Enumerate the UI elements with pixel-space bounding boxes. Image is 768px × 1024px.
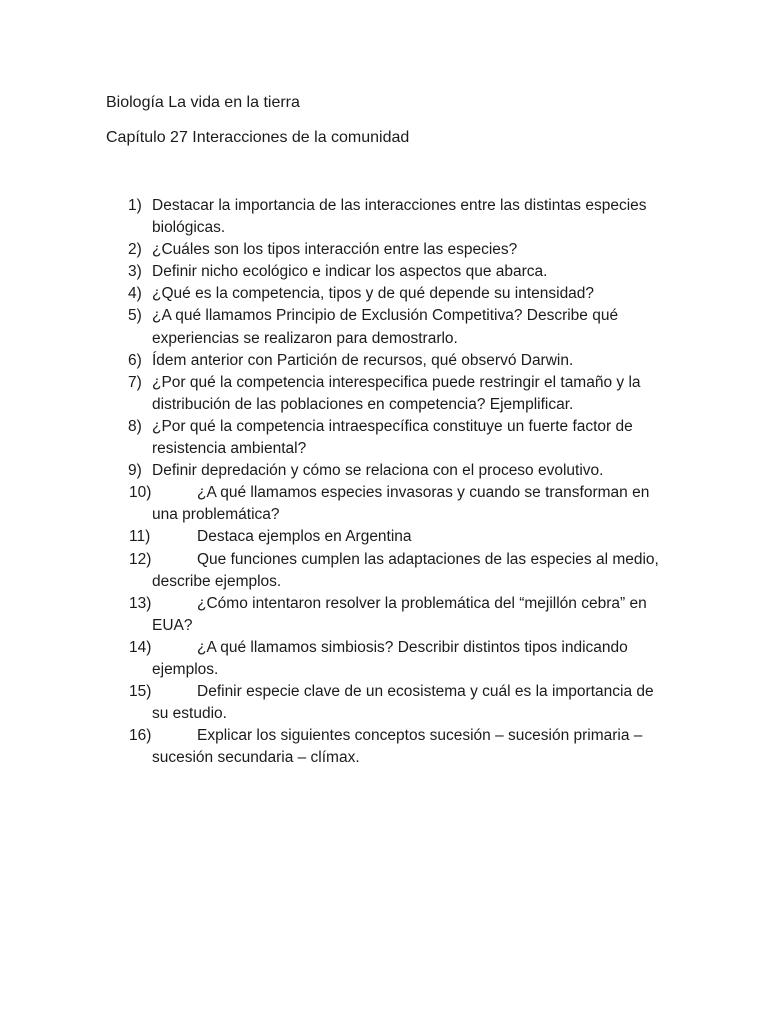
question-item — [0, 305, 672, 349]
question-text: Destaca ejemplos en Argentina — [197, 528, 412, 546]
question-item — [0, 593, 672, 637]
question-item — [0, 637, 672, 681]
question-text: ¿Cuáles son los tipos interacción entre las especies? — [152, 241, 518, 259]
question-number: 9) — [128, 462, 142, 480]
question-text: ¿A qué llamamos Principio de Exclusión Competitiva? Describe qué experiencias se realizaron para demostrarlo. — [152, 307, 619, 347]
question-text: Que funciones cumplen las adaptaciones de las especies al medio, describe ejemplos. — [152, 550, 659, 590]
question-text: Explicar los siguientes conceptos sucesión – sucesión primaria – sucesión secundaria – clímax. — [152, 727, 643, 767]
question-text: ¿A qué llamamos especies invasoras y cuando se transforman en una problemática? — [152, 484, 650, 524]
question-item — [0, 261, 672, 283]
question-number: 11) — [129, 528, 151, 546]
question-item — [0, 482, 672, 526]
question-item — [0, 416, 672, 460]
question-text: ¿Por qué la competencia interespecifica puede restringir el tamaño y la distribución de las poblaciones en competencia? Ejemplificar. — [152, 373, 641, 413]
question-item — [0, 681, 672, 725]
question-text: ¿Qué es la competencia, tipos y de qué depende su intensidad? — [152, 285, 595, 303]
question-number: 12) — [129, 550, 152, 568]
question-number: 3) — [128, 263, 142, 281]
question-number: 15) — [129, 683, 152, 701]
question-list — [0, 195, 768, 769]
question-text: ¿A qué llamamos simbiosis? Describir distintos tipos indicando ejemplos. — [152, 638, 628, 678]
question-number: 7) — [128, 373, 142, 391]
question-item — [0, 372, 672, 416]
question-number: 2) — [128, 241, 142, 259]
question-number: 13) — [129, 594, 152, 612]
question-text: Destacar la importancia de las interacciones entre las distintas especies biológicas. — [152, 197, 647, 237]
question-number: 5) — [128, 307, 142, 325]
question-item — [0, 725, 672, 769]
question-number: 4) — [128, 285, 142, 303]
question-text: ¿Cómo intentaron resolver la problemática del “mejillón cebra” en EUA? — [152, 594, 647, 634]
document-title: Biología La vida en la tierra — [106, 94, 300, 111]
question-item — [0, 460, 672, 482]
question-number: 6) — [128, 351, 142, 369]
question-text: ¿Por qué la competencia intraespecífica constituye un fuerte factor de resistencia ambiental? — [152, 417, 633, 458]
question-text: Definir especie clave de un ecosistema y cuál es la importancia de su estudio. — [152, 683, 654, 723]
question-item — [0, 549, 672, 593]
question-number: 16) — [129, 727, 152, 745]
question-item — [0, 526, 672, 548]
question-number: 1) — [128, 197, 142, 214]
question-text: Definir depredación y cómo se relaciona con el proceso evolutivo. — [152, 462, 604, 480]
question-item — [0, 350, 672, 372]
question-item — [0, 283, 672, 305]
question-number: 8) — [128, 417, 142, 435]
question-item — [0, 239, 672, 261]
chapter-heading: Capítulo 27 Interacciones de la comunidad — [106, 129, 410, 146]
question-number: 10) — [129, 484, 152, 502]
question-text: Ídem anterior con Partición de recursos, qué observó Darwin. — [152, 351, 574, 369]
question-item — [0, 195, 672, 239]
question-number: 14) — [129, 638, 152, 656]
question-text: Definir nicho ecológico e indicar los aspectos que abarca. — [152, 263, 548, 281]
